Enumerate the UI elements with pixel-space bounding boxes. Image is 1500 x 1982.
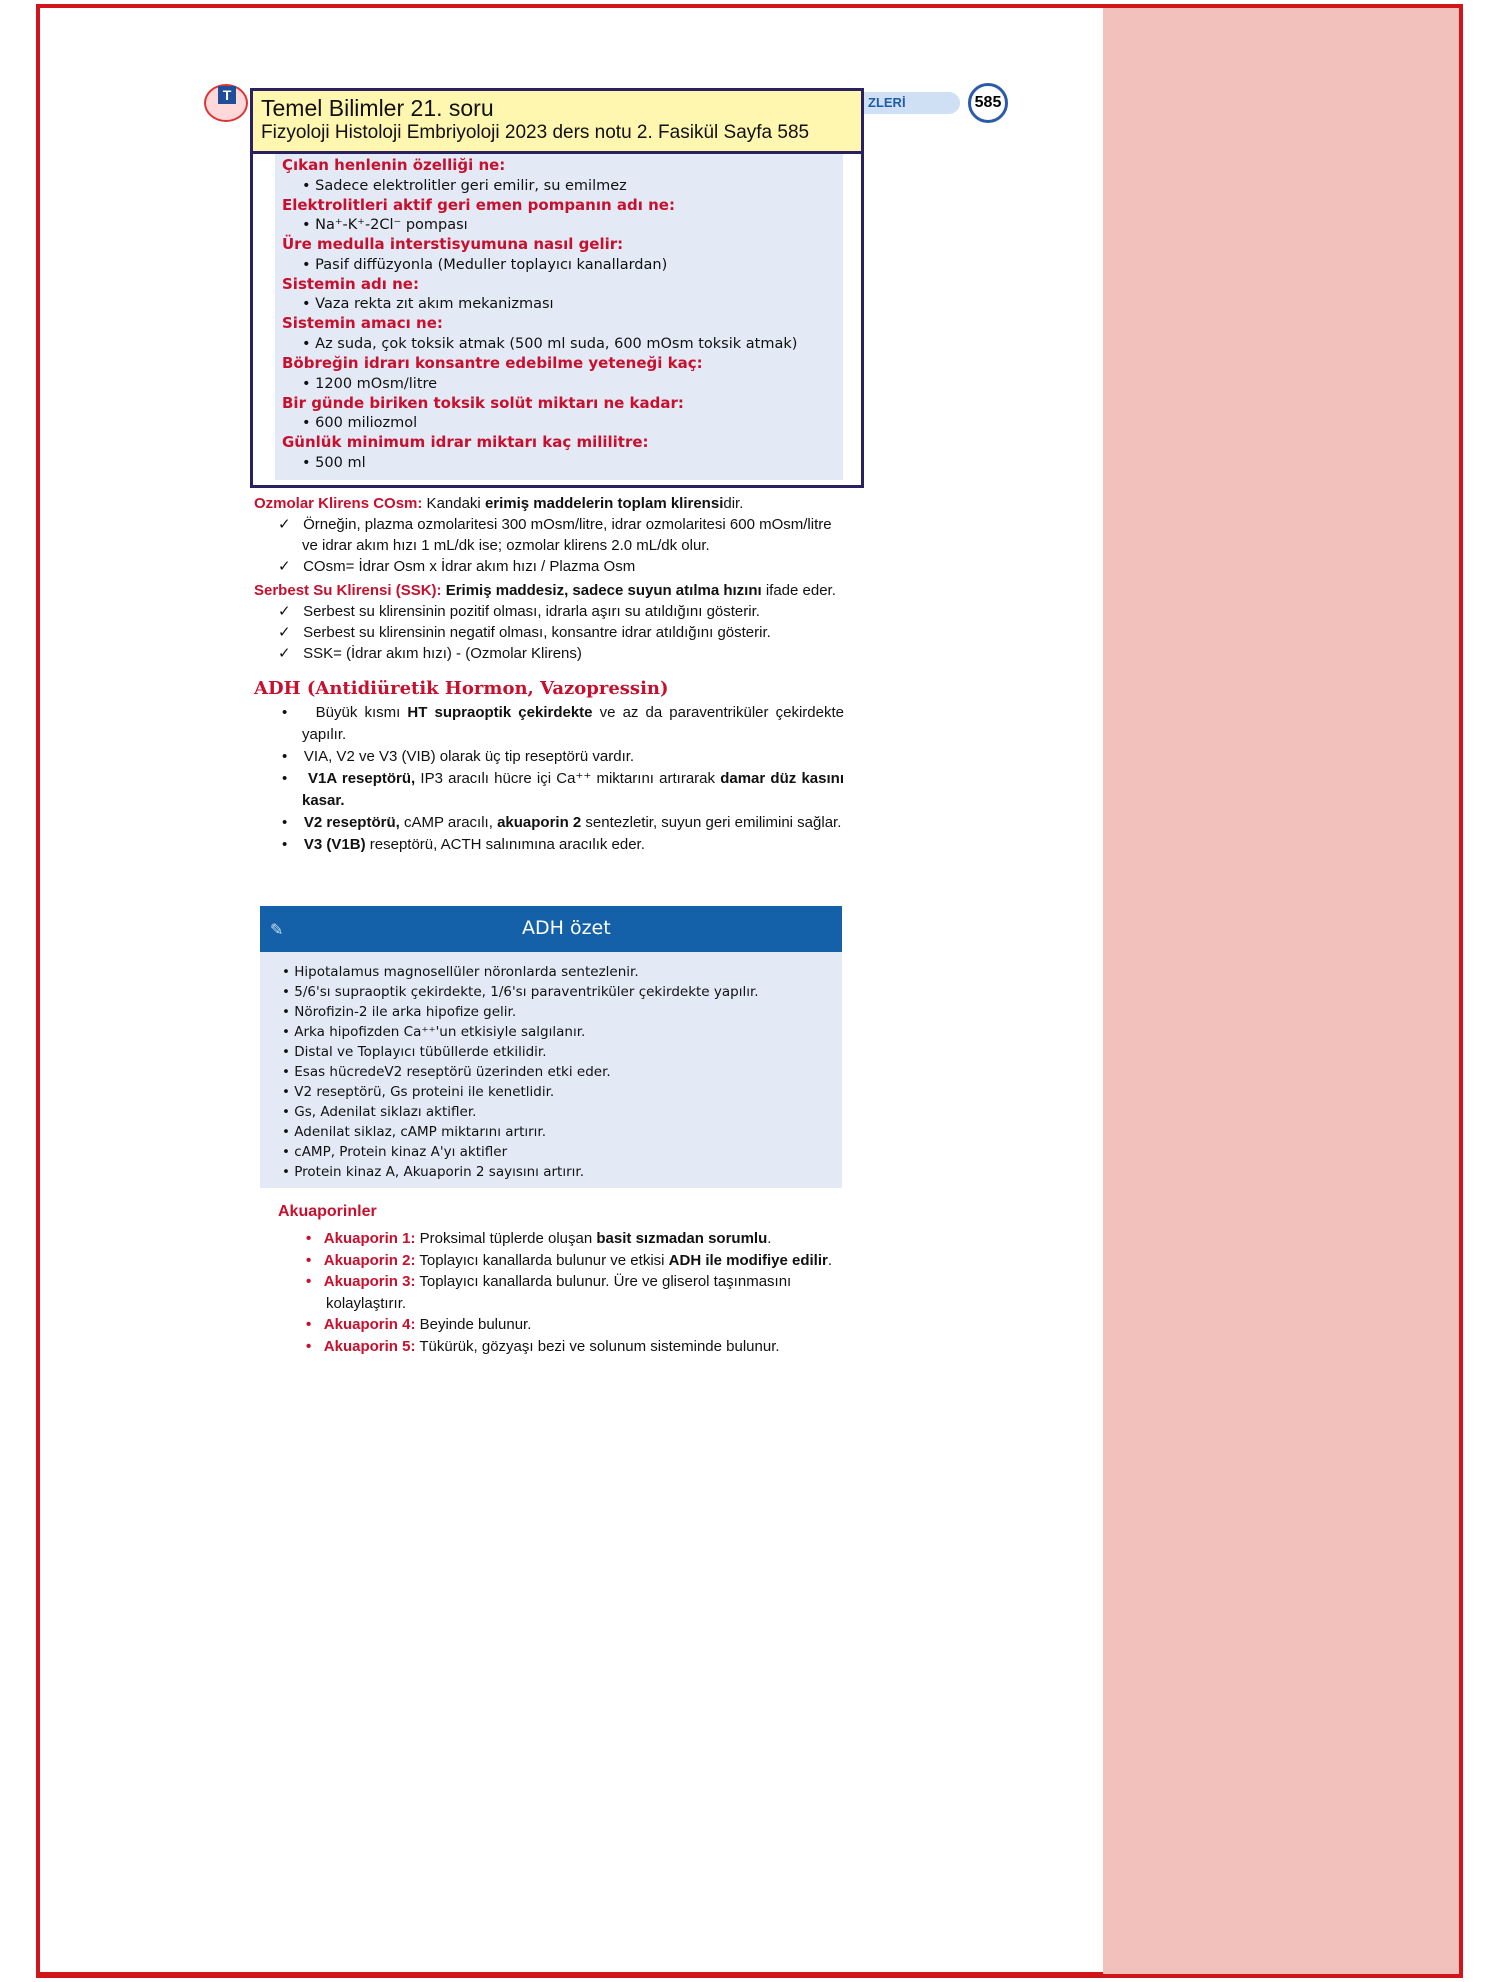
annotation-subtitle: Fizyoloji Histoloji Embriyoloji 2023 ders notu 2. Fasikül Sayfa 585 [261,122,810,143]
qa-answer: • 1200 mOsm/litre [302,375,438,392]
akuaporin-label: Akuaporin 3: [323,1273,416,1290]
check-icon: ✓ [278,516,304,533]
qa-question: Böbreğin idrarı konsantre edebilme yeteneği kaç: [282,353,703,372]
ozmolar-item: Örneğin, plazma ozmolaritesi 300 mOsm/litre, idrar ozmolaritesi 600 mOsm/litre ve idrar akım hızı 1 mL/dk ise; ozmolar klirens 2.0 mL/dk olur. [302,516,832,554]
akuaporin-post: . [827,1251,833,1269]
summary-header [260,906,842,952]
akuaporin-text: Toplayıcı kanallarda bulunur ve etkisi [415,1251,669,1269]
bullet-icon: • [306,1273,324,1290]
summary-title: ADH özet [522,917,611,939]
qa-question: Elektrolitleri aktif geri emen pompanın adı ne: [282,195,675,214]
ssk-text-post: ifade eder. [761,582,836,599]
bullet-icon: • [306,1251,324,1269]
ssk-item: SSK= (İdrar akım hızı) - (Ozmolar Klirens) [303,645,582,662]
qa-question: Bir günde biriken toksik solüt miktarı ne kadar: [282,393,684,412]
bullet-icon: • [306,1337,324,1355]
bullet-icon: • [282,836,304,853]
adh-bullet-text: ve az da paraventriküler çekirdekte yapılır. [302,704,844,743]
ozmolar-label: Ozmolar Klirens COsm: [254,495,423,512]
summary-item: 5/6'sı supraoptik çekirdekte, 1/6'sı paraventriküler çekirdekte yapılır. [294,984,759,1000]
akuaporin-bold: ADH ile modifiye edilir [668,1251,828,1269]
adh-bullet-bold: V1A reseptörü, [308,770,416,787]
annotation-header [253,91,861,154]
adh-bullet-bold: V3 (V1B) [303,836,366,853]
annotation-box [250,88,864,488]
qa-answer: • Az suda, çok toksik atmak (500 ml suda, 600 mOsm toksik atmak) [302,335,798,352]
section-header-text: ZLERİ [868,95,906,110]
summary-item: Distal ve Toplayıcı tübüllerde etkilidir. [294,1044,547,1060]
summary-list: • Hipotalamus magnosellüler nöronlarda sentezlenir. • 5/6'sı supraoptik çekirdekte, 1/6'sı paraventriküler çekirdekte yapılır. • Nörofizin-2 ile arka hipofize gelir. • Arka hipofizden Ca⁺⁺'un etkisiyle salgılanır. • Distal ve Toplayıcı tübüllerde etkilidir. • Esas hücredeV2 reseptörü üzerinden etki eder. • V2 reseptörü, Gs proteini ile kenetlidir. • Gs, Adenilat siklazı aktifler. • Adenilat siklaz, cAMP miktarını artırır. • cAMP, Protein kinaz A'yı aktifler • Protein kinaz A, Akuaporin 2 sayısını artırır. [282,964,759,1180]
qa-answer: • Pasif diffüzyonla (Meduller toplayıcı kanallardan) [302,256,668,273]
ozmolar-text-post: dir. [723,495,744,512]
pencil-icon: ✎ [270,922,284,939]
bullet-icon: • [306,1316,324,1333]
adh-bullet-bold: akuaporin 2 [497,814,582,831]
qa-answer: • Vaza rekta zıt akım mekanizması [302,296,554,313]
check-icon: ✓ [278,624,304,641]
summary-item: Adenilat siklaz, cAMP miktarını artırır. [294,1124,547,1140]
bullet-icon: • [306,1230,324,1247]
qa-question: Sistemin amacı ne: [282,314,443,333]
check-icon: ✓ [278,558,304,575]
adh-bullet-bold: V2 reseptörü, [303,814,400,831]
qa-answer: • 600 miliozmol [302,415,418,432]
summary-item: cAMP, Protein kinaz A'yı aktifler [294,1144,508,1160]
akuaporin-title: Akuaporinler [278,1203,377,1220]
ssk-label: Serbest Su Klirensi (SSK): [254,582,442,599]
akuaporin-label: Akuaporin 2: [323,1251,416,1269]
akuaporin-label: Akuaporin 5: [323,1337,416,1355]
adh-bullet-text: cAMP aracılı, [399,814,498,831]
summary-item: Esas hücredeV2 reseptörü üzerinden etki eder. [294,1064,611,1080]
bullet-icon: • [282,770,309,787]
bullet-icon: • [282,748,304,765]
summary-item: Hipotalamus magnosellüler nöronlarda sentezlenir. [294,964,639,980]
adh-bullet-text: IP3 aracılı hücre içi Ca⁺⁺ miktarını artırarak [415,770,721,787]
adh-bullet-text: reseptörü, ACTH salınımına aracılık eder. [365,836,645,853]
summary-item: V2 reseptörü, Gs proteini ile kenetlidir. [294,1084,555,1100]
adh-bullet-bold: HT supraoptik çekirdekte [407,704,593,721]
side-panel [1103,8,1459,1974]
qa-question: Çıkan henlenin özelliği ne: [282,156,506,174]
ssk-text-bold: Erimiş maddesiz, sadece suyun atılma hızını [441,582,762,599]
qa-answer: • 500 ml [302,454,366,471]
ozmolar-section [254,493,844,856]
summary-item: Gs, Adenilat siklazı aktifler. [294,1104,477,1120]
page-number: 585 [968,83,1008,123]
adh-bullet-text: sentezletir, suyun geri emilimini sağlar. [581,814,842,831]
summary-item: Protein kinaz A, Akuaporin 2 sayısını artırır. [294,1164,584,1180]
check-icon: ✓ [278,603,304,620]
akuaporin-text: Beyinde bulunur. [415,1316,532,1333]
akuaporin-label: Akuaporin 1: [323,1230,416,1247]
qa-answer: • Sadece elektrolitler geri emilir, su emilmez [302,177,627,194]
summary-item: Arka hipofizden Ca⁺⁺'un etkisiyle salgılanır. [294,1024,586,1040]
akuaporin-text: Proksimal tüplerde oluşan [415,1230,597,1247]
akuaporin-label: Akuaporin 4: [323,1316,416,1333]
adh-bullet-text: VIA, V2 ve V3 (VIB) olarak üç tip reseptörü vardır. [303,748,635,765]
qa-question: Sistemin adı ne: [282,274,419,293]
ozmolar-text-pre: Kandaki [422,495,485,512]
ssk-item: Serbest su klirensinin negatif olması, konsantre idrar atıldığını gösterir. [303,624,771,641]
adh-bullet-text: Büyük kısmı [315,704,408,721]
qa-question: Üre medulla interstisyumuna nasıl gelir: [282,235,624,254]
summary-item: Nörofizin-2 ile arka hipofize gelir. [294,1004,517,1020]
akuaporin-bold: basit sızmadan sorumlu [596,1230,768,1247]
akuaporin-text: Tükürük, gözyaşı bezi ve solunum sisteminde bulunur. [415,1337,780,1355]
annotation-title: Temel Bilimler 21. soru [261,95,494,121]
akuaporin-text: Toplayıcı kanallarda bulunur. Üre ve gliserol taşınmasını kolaylaştırır. [326,1273,792,1312]
akuaporin-post: . [767,1230,772,1247]
ozmolar-text-bold: erimiş maddelerin toplam klirensi [484,495,724,512]
ozmolar-item: COsm= İdrar Osm x İdrar akım hızı / Plazma Osm [303,558,636,575]
qa-question: Günlük minimum idrar miktarı kaç mililitre: [282,433,649,452]
ssk-item: Serbest su klirensinin pozitif olması, idrarla aşırı su atıldığını gösterir. [303,603,760,620]
adh-heading: ADH (Antidiüretik Hormon, Vazopressin) [254,678,669,699]
adh-bullet-bold: damar düz kasını kasar. [302,770,844,809]
qa-answer: • Na⁺-K⁺-2Cl⁻ pompası [302,217,468,234]
bullet-icon: • [282,704,316,721]
akuaporin-list [300,1228,860,1357]
bullet-icon: • [282,814,304,831]
check-icon: ✓ [278,645,304,662]
logo-t-icon: T [218,86,236,104]
